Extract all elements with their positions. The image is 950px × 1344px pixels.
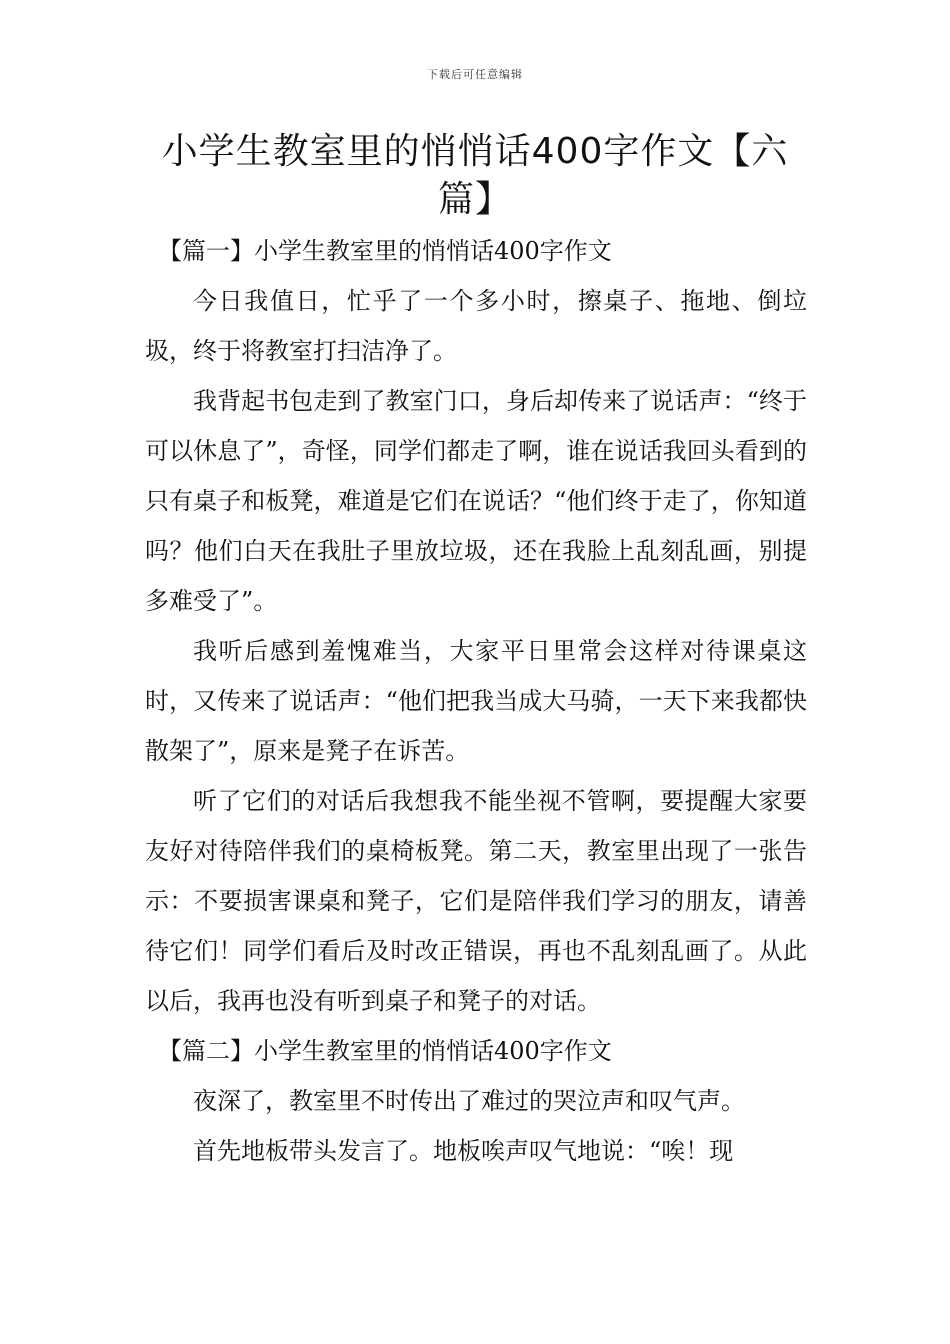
paragraph: 今日我值日，忙乎了一个多小时，擦桌子、拖地、倒垃圾，终于将教室打扫洁净了。 [145, 287, 807, 365]
paragraph: 首先地板带头发言了。地板唉声叹气地说：“唉！现 [193, 1137, 734, 1165]
paragraph: 听了它们的对话后我想我不能坐视不管啊，要提醒大家要友好对待陪伴我们的桌椅板凳。第二天，教室里出现了一张告示：不要损害课桌和凳子，它们是陪伴我们学习的朋友，请善待它们！同学们看后及时改正错误，再也不乱刻乱画了。从此以后，我再也没有听到桌子和凳子的对话。 [145, 787, 807, 1015]
paragraph: 我听后感到羞愧难当，大家平日里常会这样对待课桌这时，又传来了说话声：“他们把我当成大马骑，一天下来我都快散架了”，原来是凳子在诉苦。 [145, 637, 807, 765]
section-2 [145, 1026, 807, 1176]
document-body [145, 226, 807, 1176]
section-heading: 【篇二】小学生教室里的悄悄话400字作文 [158, 1037, 612, 1065]
section-1 [145, 226, 807, 1026]
paragraph: 夜深了，教室里不时传出了难过的哭泣声和叹气声。 [193, 1087, 745, 1115]
paragraph: 我背起书包走到了教室门口，身后却传来了说话声：“终于可以休息了”，奇怪，同学们都走了啊，谁在说话我回头看到的只有桌子和板凳，难道是它们在说话？“他们终于走了，你知道吗？他们白天在我肚子里放垃圾，还在我脸上乱刻乱画，别提多难受了”。 [145, 387, 807, 615]
document-title: 小学生教室里的悄悄话400字作文【六篇】 [161, 131, 789, 220]
section-heading: 【篇一】小学生教室里的悄悄话400字作文 [158, 237, 612, 265]
header-note: 下载后可任意编辑 [427, 68, 523, 81]
